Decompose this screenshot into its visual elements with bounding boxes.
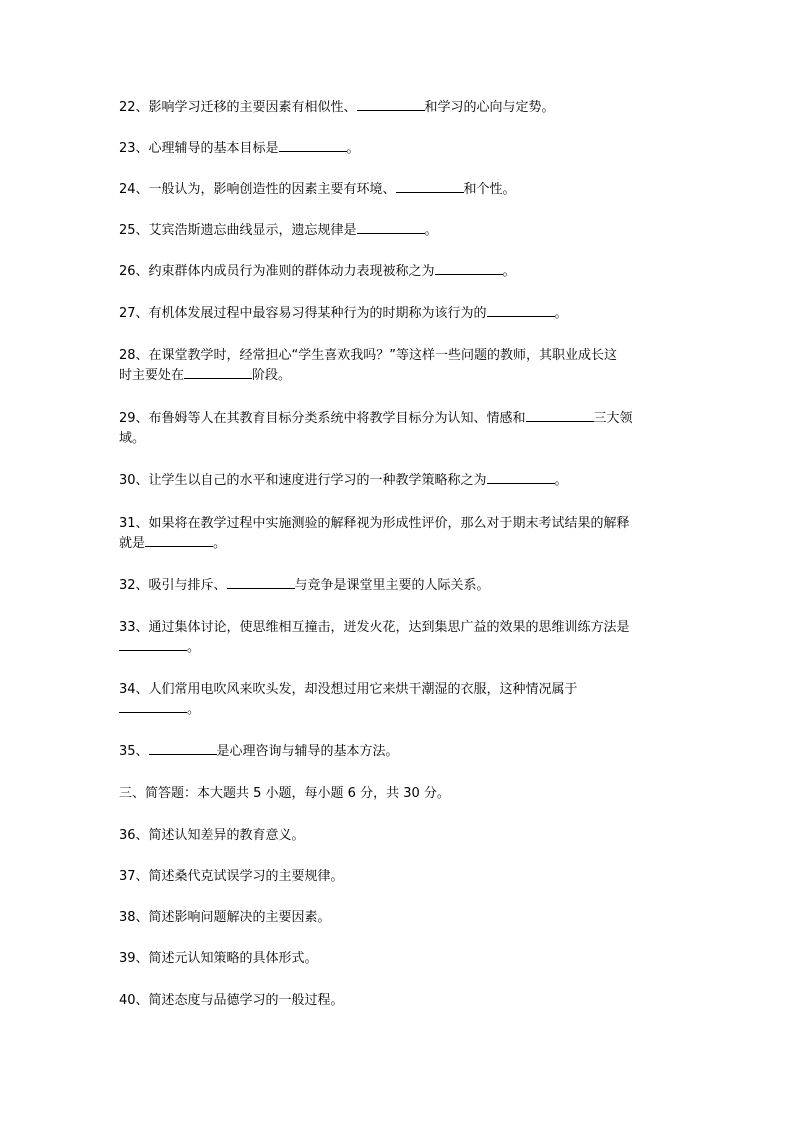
answer-blank [184,366,252,379]
question-text: 。 [502,264,516,279]
answer-blank [119,700,187,713]
question-text: 时主要处在 [119,368,185,383]
question-27 [119,304,679,324]
answer-blank [119,638,187,651]
question-32 [119,576,679,596]
question-text: 阶段。 [252,368,292,383]
question-26 [119,262,679,282]
question-29 [119,409,679,449]
question-text: 。 [554,473,568,488]
question-37: 37、简述桑代克试误学习的主要规律。 [119,869,344,884]
question-24 [119,180,679,200]
question-text: 。 [187,640,201,655]
question-text: 22、影响学习迁移的主要因素有相似性、 [119,100,357,115]
question-text: 。 [424,223,438,238]
answer-blank [149,742,217,755]
question-text: 33、通过集体讨论，使思维相互撞击，迸发火花，达到集思广益的效果的思维训练方法是 [119,620,630,635]
question-25 [119,221,679,241]
question-text: 和学习的心向与定势。 [424,100,555,115]
question-36: 36、简述认知差异的教育意义。 [119,828,305,843]
question-text: 35、 [119,744,149,759]
question-text: 30、让学生以自己的水平和速度进行学习的一种教学策略称之为 [119,473,487,488]
question-23 [119,139,679,159]
question-text: 和个性。 [463,182,516,197]
question-text: 26、约束群体内成员行为准则的群体动力表现被称之为 [119,264,435,279]
question-text: 32、吸引与排斥、 [119,578,227,593]
answer-blank [227,576,295,589]
question-text: 23、心理辅导的基本目标是 [119,141,279,156]
answer-blank [279,139,347,152]
question-text: 27、有机体发展过程中最容易习得某种行为的时期称为该行为的 [119,306,487,321]
question-22 [119,98,679,118]
question-text: 34、人们常用电吹风来吹头发，却没想过用它来烘干潮湿的衣服，这种情况属于 [119,682,578,697]
question-text: 就是 [119,536,146,551]
question-text: 29、布鲁姆等人在其教育目标分类系统中将教学目标分为认知、情感和 [119,411,526,426]
answer-blank [487,471,555,484]
question-text: 25、艾宾浩斯遗忘曲线显示，遗忘规律是 [119,223,357,238]
question-text: 。 [187,702,201,717]
question-text: 。 [213,536,227,551]
question-text: 与竞争是课堂里主要的人际关系。 [294,578,490,593]
question-39: 39、简述元认知策略的具体形式。 [119,951,318,966]
answer-blank [526,409,594,422]
question-text: 24、一般认为，影响创造性的因素主要有环境、 [119,182,396,197]
question-text: 28、在课堂教学时，经常担心“学生喜欢我吗？”等这样一些问题的教师，其职业成长这 [119,348,618,363]
answer-blank [145,534,213,547]
question-40: 40、简述态度与品德学习的一般过程。 [119,993,344,1008]
question-text: 是心理咨询与辅导的基本方法。 [216,744,399,759]
question-31 [119,514,679,554]
question-28 [119,346,679,386]
question-text: 域。 [119,431,146,446]
question-text: 。 [554,306,568,321]
question-text: 。 [346,141,360,156]
question-text: 三大领 [593,411,633,426]
question-33 [119,618,679,658]
question-30 [119,471,679,491]
answer-blank [396,180,464,193]
question-text: 31、如果将在教学过程中实施测验的解释视为形成性评价，那么对于期末考试结果的解释 [119,516,630,531]
question-38: 38、简述影响问题解决的主要因素。 [119,910,331,925]
answer-blank [435,262,503,275]
question-34 [119,680,679,720]
answer-blank [357,221,425,234]
answer-blank [357,98,425,111]
question-35 [119,742,679,762]
answer-blank [487,304,555,317]
section-heading: 三、简答题：本大题共 5 小题，每小题 6 分，共 30 分。 [119,786,450,801]
